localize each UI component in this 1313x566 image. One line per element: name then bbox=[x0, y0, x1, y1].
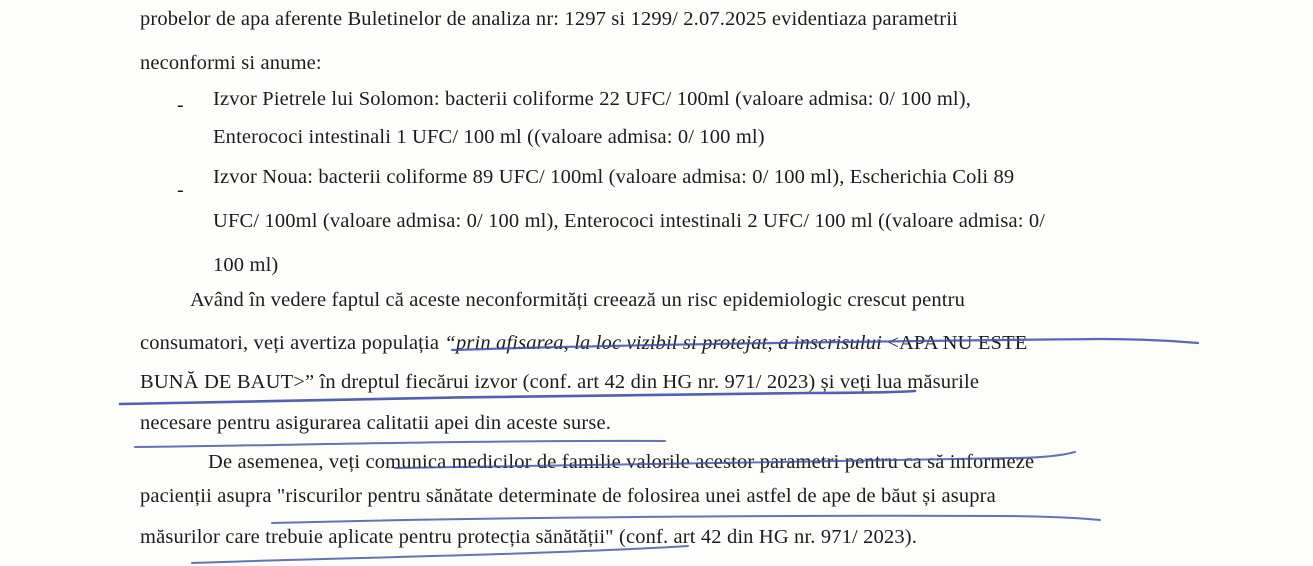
line-10 bbox=[140, 369, 979, 395]
line-12: De asemenea, veți comunica medicilor de familie valorile acestor parametri pentru ca să informeze bbox=[208, 451, 1035, 473]
line-6: UFC/ 100ml (valoare admisa: 0/ 100 ml), Enterococi intestinali 2 UFC/ 100 ml ((valoare admisa: 0/ bbox=[213, 210, 1046, 232]
line-5: Izvor Noua: bacterii coliforme 89 UFC/ 100ml (valoare admisa: 0/ 100 ml), Escherichia Coli 89 bbox=[213, 166, 1015, 188]
line-10-post: în dreptul fiecărui izvor (conf. art 42 din HG nr. 971/ 2023) și veți lua măsurile bbox=[314, 371, 980, 393]
line-8: Având în vedere faptul că aceste neconformități creează un risc epidemiologic crescut pentru bbox=[190, 289, 965, 311]
line-3: Izvor Pietrele lui Solomon: bacterii coliforme 22 UFC/ 100ml (valoare admisa: 0/ 100 ml), bbox=[213, 88, 972, 110]
bullet-1: - bbox=[177, 94, 184, 116]
line-11: necesare pentru asigurarea calitatii apei din aceste surse. bbox=[140, 412, 612, 434]
underline-stroke-3 bbox=[135, 441, 665, 447]
line-9-pre: consumatori, veți avertiza populația bbox=[140, 332, 445, 354]
line-2: neconformi si anume: bbox=[140, 52, 322, 74]
line-10-pre: BUNĂ DE BAUT>” bbox=[140, 371, 315, 393]
line-7: 100 ml) bbox=[213, 254, 279, 276]
line-1: probelor de apa aferente Buletinelor de analiza nr: 1297 si 1299/ 2.07.2025 evidentiaza parametrii bbox=[140, 8, 958, 30]
bullet-2: - bbox=[177, 179, 184, 201]
underline-stroke-5 bbox=[272, 516, 1100, 523]
line-9-post: <APA NU ESTE bbox=[881, 332, 1028, 354]
line-14: măsurilor care trebuie aplicate pentru protecția sănătății" (conf. art 42 din HG nr. 971/ 2023). bbox=[140, 526, 918, 548]
line-9-italic: “prin afisarea, la loc vizibil si protejat, a inscrisului bbox=[444, 332, 882, 354]
line-13: pacienții asupra "riscurilor pentru sănătate determinate de folosirea unei astfel de ape de băut și asupra bbox=[140, 485, 996, 507]
line-4: Enterococi intestinali 1 UFC/ 100 ml ((valoare admisa: 0/ 100 ml) bbox=[213, 126, 765, 148]
line-9 bbox=[140, 330, 1027, 356]
